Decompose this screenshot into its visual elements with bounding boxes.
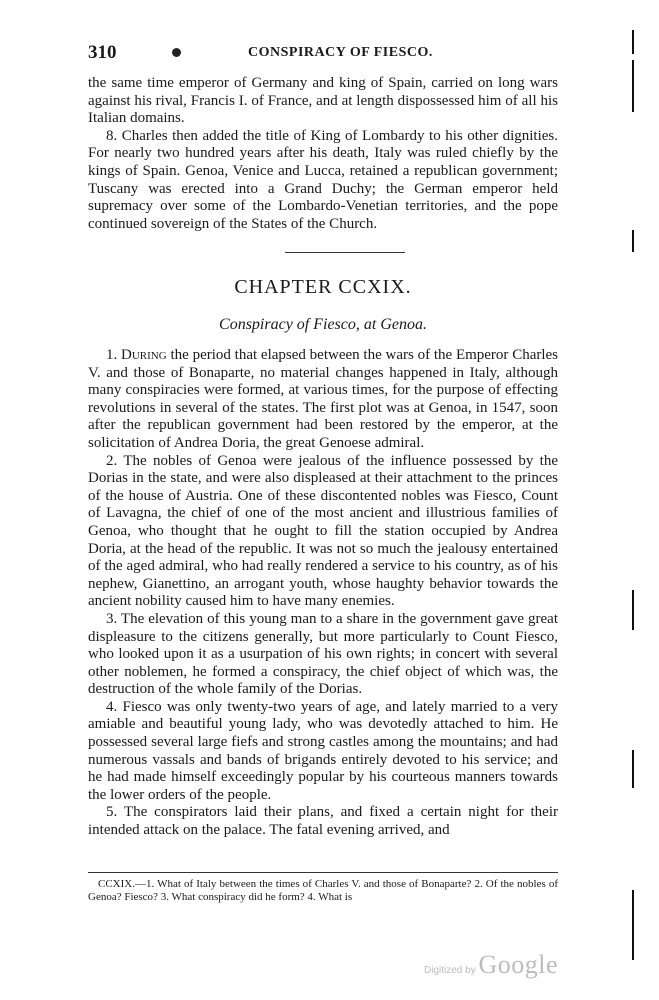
footnote-text: CCXIX.—1. What of Italy between the times of Charles V. and those of Bonaparte? 2. Of the nobles of Genoa? Fiesco? 3. What conspiracy did he form? 4. What is bbox=[88, 878, 558, 903]
paragraph-number: 1. bbox=[106, 347, 122, 363]
chapter-heading: CHAPTER CCXIX. bbox=[234, 276, 412, 298]
paragraph-8: 8. Charles then added the title of King of Lombardy to his other dignities. For nearly two hundred years after his death, Italy was ruled chiefly by the kings of Spain. Genoa, Venice and Lucca, retained a republican government; Tuscany was erected into a Grand Duchy; the German emperor held supremacy over some of the Lombardo-Venetian territories, and the pope continued sovereign of the States of the Church. bbox=[88, 127, 558, 232]
chapter-subtitle: Conspiracy of Fiesco, at Genoa. bbox=[219, 316, 427, 333]
ink-dot bbox=[172, 48, 181, 57]
google-logo: Google bbox=[478, 950, 559, 979]
section-divider bbox=[285, 252, 405, 253]
body-text-top bbox=[88, 75, 558, 233]
paragraph-1 bbox=[88, 347, 558, 453]
paragraph-1-text: the period that elapsed between the wars of the Emperor Charles V. and those of Bonaparte, no material changes happened in Italy, although many conspiracies were formed, at various times, for the purpose of effecting revolutions in several of the states. The first plot was at Genoa, in 1547, soon after the republican government had been restored by the emperor, at the solicitation of Andrea Doria, the great Genoese admiral. bbox=[88, 347, 559, 451]
paragraph-4: 4. Fiesco was only twenty-two years of age, and lately married to a very amiable and beautiful young lady, who was devotedly attached to him. He possessed several large fiefs and strong castles among the mountains; and had numerous vassals and bands of brigands entirely devoted to his service; and he had made himself exceedingly popular by his courteous manners towards the lower orders of the people. bbox=[88, 698, 558, 803]
page-edge-marks bbox=[632, 30, 634, 960]
footnote-questions bbox=[88, 878, 558, 904]
drop-word: During bbox=[121, 347, 167, 363]
watermark-prefix: Digitized by bbox=[424, 965, 476, 976]
running-header bbox=[88, 42, 558, 64]
digitized-watermark bbox=[424, 950, 558, 980]
paragraph-2: 2. The nobles of Genoa were jealous of the influence possessed by the Dorias in the state, and were also displeased at their attachment to the princes of the house of Austria. One of these discontented nobles was Fiesco, Count of Lavagna, the chief of one of the most ancient and illustrious families of Genoa, who thought that he ought to fill the station occupied by Andrea Doria, at the head of the republic. It was not so much the jealousy entertained of the aged admiral, who had really rendered a service to his country, as of his nephew, Gianettino, an arrogant youth, whose haughty behavior towards the ancient nobility caused him to have many enemies. bbox=[88, 452, 558, 610]
page-number: 310 bbox=[88, 42, 117, 63]
paragraph-3: 3. The elevation of this young man to a share in the government gave great displeasure to the citizens generally, but more particularly to Count Fiesco, who looked upon it as a usurpation of his own rights; in concert with several other noblemen, he formed a conspiracy, the chief object of which was, the destruction of the whole family of the Dorias. bbox=[88, 610, 558, 698]
footnote-rule bbox=[88, 872, 558, 873]
paragraph-5: 5. The conspirators laid their plans, and fixed a certain night for their intended attack on the palace. The fatal evening arrived, and bbox=[88, 804, 558, 839]
chapter-body bbox=[88, 347, 558, 840]
running-title: CONSPIRACY OF FIESCO. bbox=[248, 45, 433, 60]
paragraph-continuation: the same time emperor of Germany and king of Spain, carried on long wars against his rival, Francis I. of France, and at length dispossessed him of all his Italian domains. bbox=[88, 75, 558, 127]
